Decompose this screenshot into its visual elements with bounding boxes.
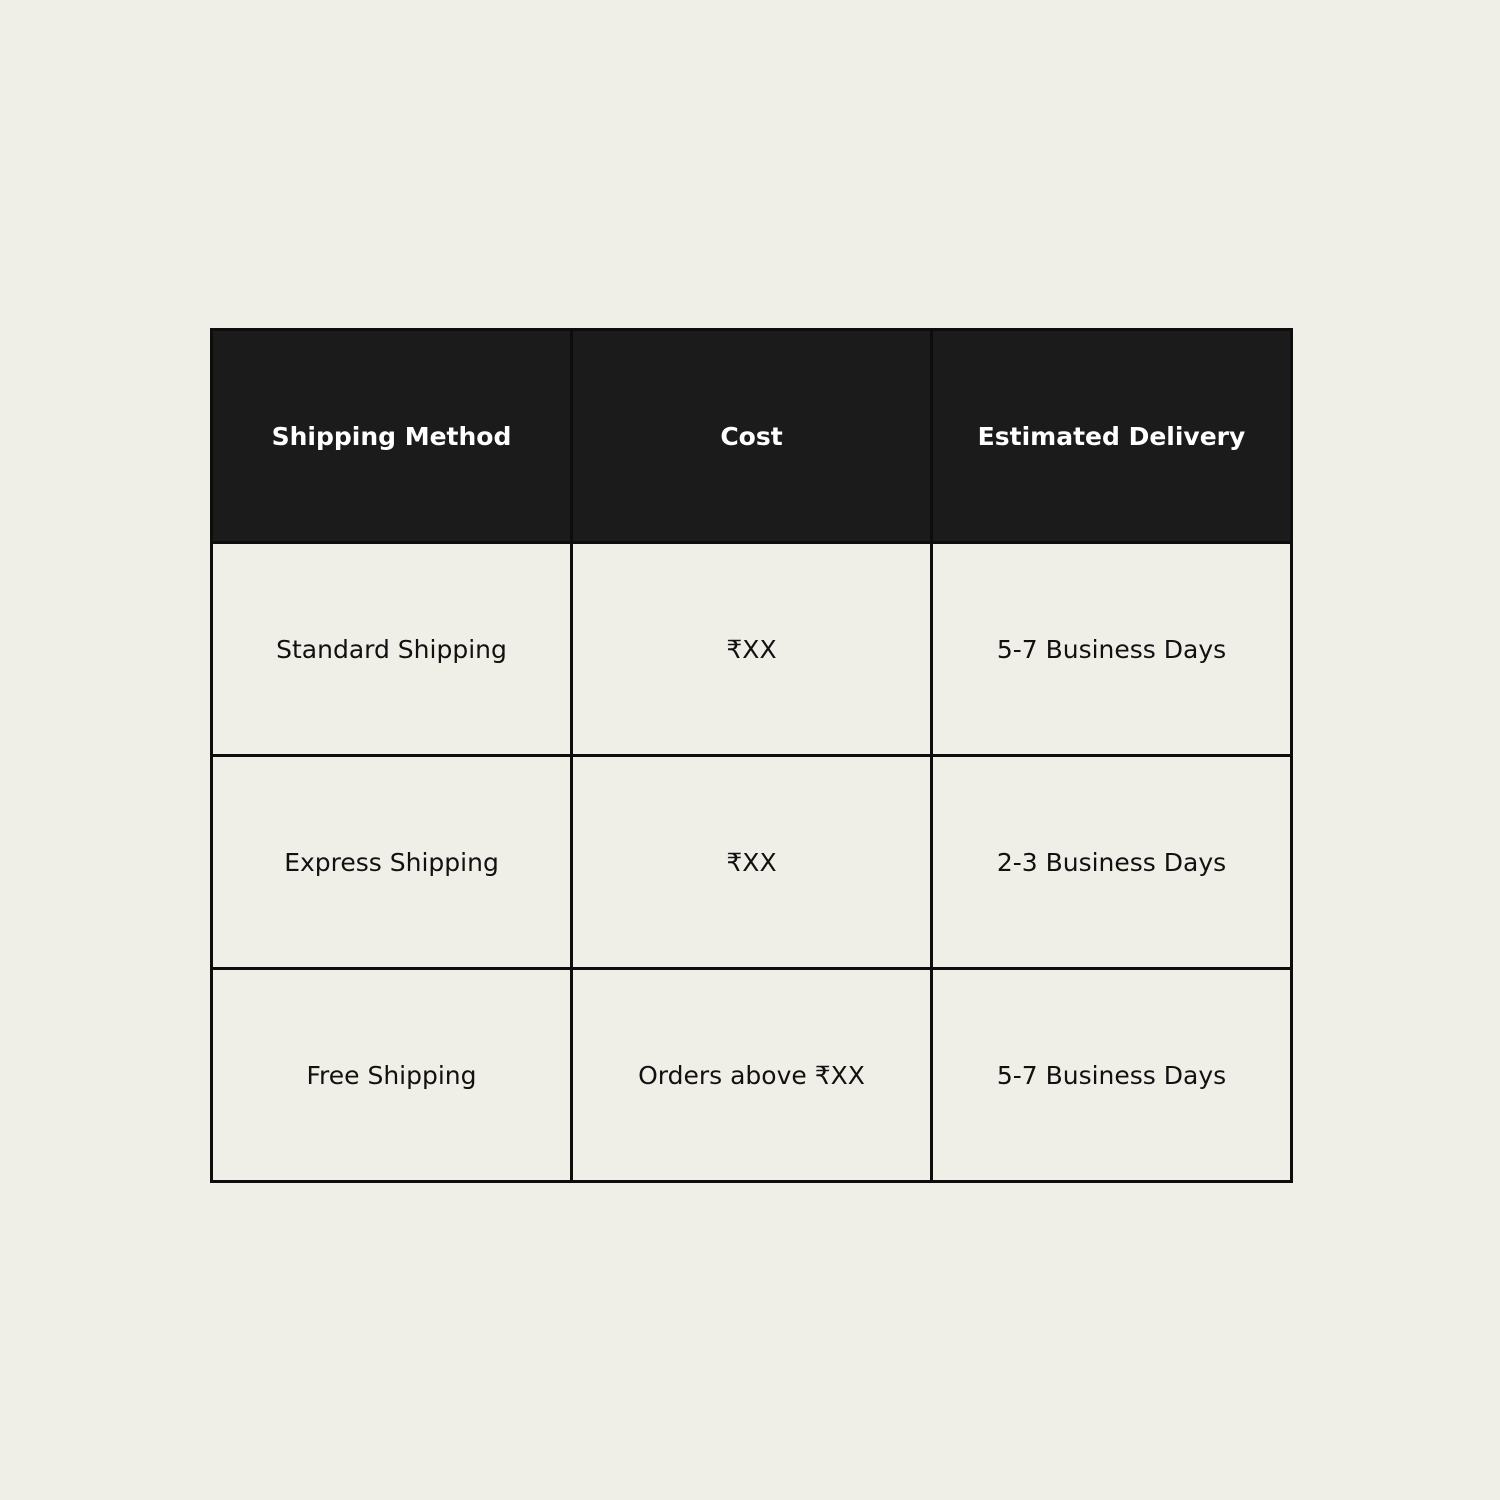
table-header	[212, 330, 1292, 543]
table-row	[212, 756, 1292, 969]
cell-cost: Orders above ₹XX	[572, 969, 932, 1182]
header-estimated-delivery: Estimated Delivery	[932, 330, 1292, 543]
cell-estimated-delivery: 2-3 Business Days	[932, 756, 1292, 969]
header-shipping-method: Shipping Method	[212, 330, 572, 543]
cell-cost: ₹XX	[572, 543, 932, 756]
cell-shipping-method: Express Shipping	[212, 756, 572, 969]
shipping-table	[210, 328, 1293, 1183]
table-row	[212, 543, 1292, 756]
cell-estimated-delivery: 5-7 Business Days	[932, 543, 1292, 756]
cell-shipping-method: Standard Shipping	[212, 543, 572, 756]
header-cost: Cost	[572, 330, 932, 543]
cell-estimated-delivery: 5-7 Business Days	[932, 969, 1292, 1182]
cell-cost: ₹XX	[572, 756, 932, 969]
table-row	[212, 969, 1292, 1182]
cell-shipping-method: Free Shipping	[212, 969, 572, 1182]
header-row	[212, 330, 1292, 543]
table-body	[212, 543, 1292, 1182]
